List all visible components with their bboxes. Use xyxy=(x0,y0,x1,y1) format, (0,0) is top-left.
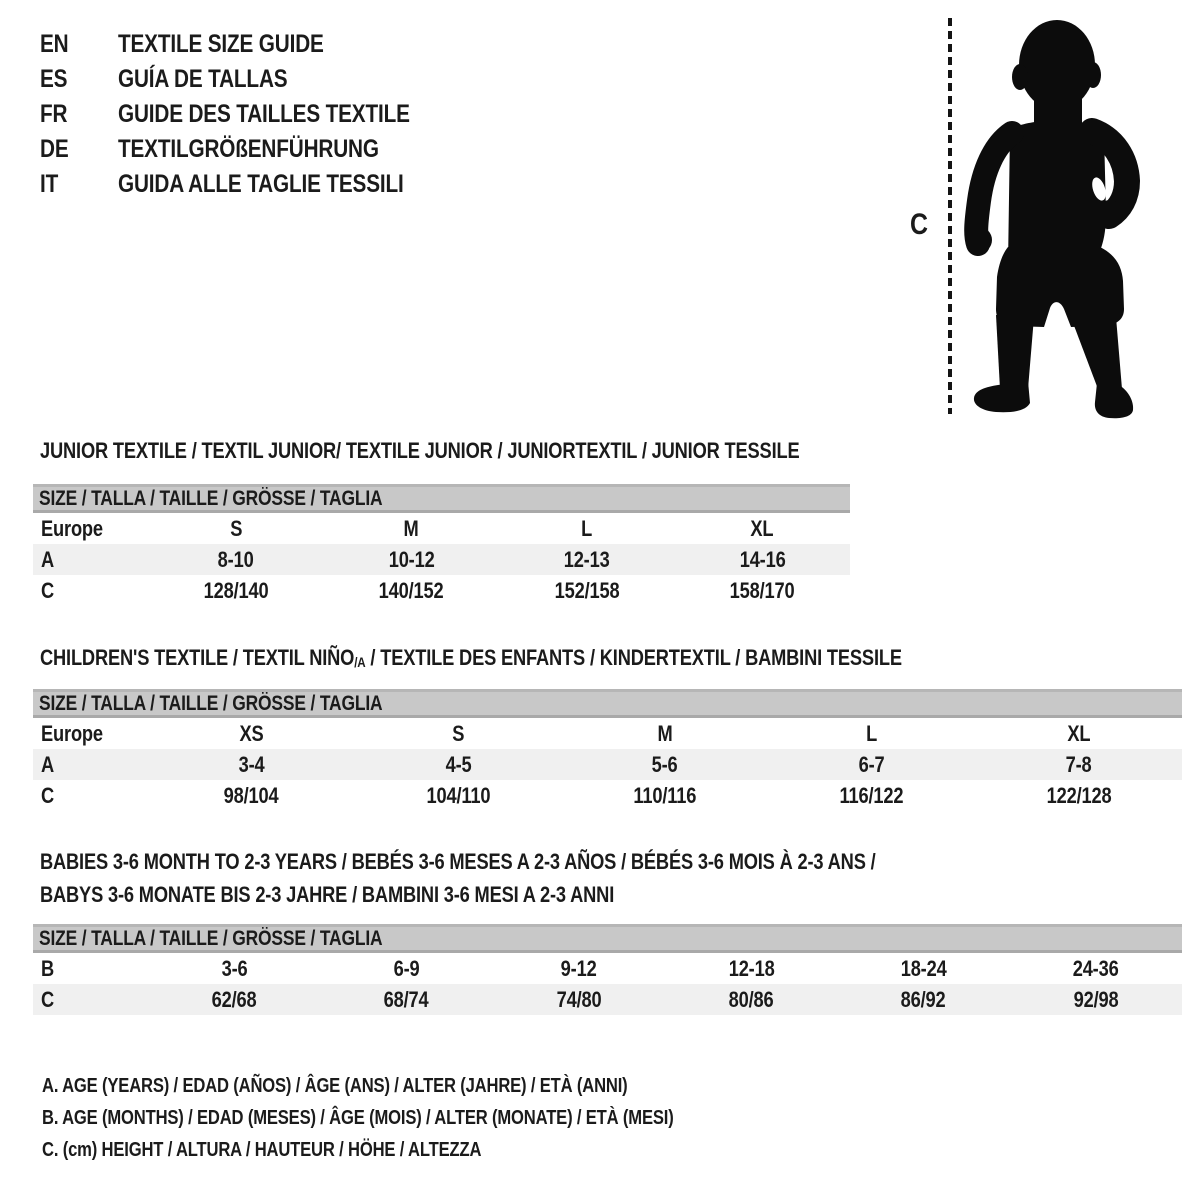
table-row xyxy=(33,953,1182,984)
table-cell: M xyxy=(403,515,419,541)
table-cell: 122/128 xyxy=(1046,782,1112,808)
table-cell: 12-13 xyxy=(563,546,610,572)
legend-line-b: B. AGE (MONTHS) / EDAD (MESES) / ÂGE (MOIS) / ALTER (MONATE) / ETÀ (MESI) xyxy=(42,1106,674,1129)
language-code: ES xyxy=(40,65,68,93)
toddler-silhouette-icon xyxy=(952,13,1142,423)
language-row-en xyxy=(40,27,470,62)
table-row xyxy=(33,513,850,544)
size-header-band: SIZE / TALLA / TAILLE / GRÖSSE / TAGLIA xyxy=(33,484,850,513)
language-row-es xyxy=(40,62,470,97)
row-label-cell: A xyxy=(41,546,55,572)
childrens-size-table xyxy=(33,689,1182,811)
table-cell: S xyxy=(229,515,242,541)
babies-title-line2: BABYS 3-6 MONATE BIS 2-3 JAHRE / BAMBINI 3-6 MESI A 2-3 ANNI xyxy=(40,882,615,907)
language-row-fr xyxy=(40,97,470,132)
table-cell: 18-24 xyxy=(900,955,947,981)
measurement-legend xyxy=(42,1070,803,1166)
table-cell: 12-18 xyxy=(728,955,775,981)
table-cell: 92/98 xyxy=(1073,986,1119,1012)
table-cell: XS xyxy=(239,720,264,746)
table-cell: 62/68 xyxy=(211,986,257,1012)
table-cell: XL xyxy=(750,515,774,541)
language-code: FR xyxy=(40,100,68,128)
language-title: GUÍA DE TALLAS xyxy=(118,65,288,93)
language-row-it xyxy=(40,167,470,202)
table-cell: 6-9 xyxy=(393,955,420,981)
table-cell: 7-8 xyxy=(1065,751,1092,777)
row-label-cell: A xyxy=(41,751,55,777)
table-cell: 98/104 xyxy=(223,782,279,808)
table-cell: 3-4 xyxy=(238,751,265,777)
table-cell: L xyxy=(866,720,878,746)
table-cell: 104/110 xyxy=(426,782,491,808)
language-row-de xyxy=(40,132,470,167)
table-row xyxy=(33,575,850,606)
childrens-section-title: CHILDREN'S TEXTILE / TEXTIL NIÑO/A / TEXTILE DES ENFANTS / KINDERTEXTIL / BAMBINI TESSILE xyxy=(40,645,902,670)
language-code: EN xyxy=(40,30,69,58)
table-cell: 110/116 xyxy=(633,782,697,808)
table-row xyxy=(33,544,850,575)
row-label-cell: B xyxy=(41,955,55,981)
language-code: IT xyxy=(40,170,59,198)
babies-size-table xyxy=(33,924,1182,1015)
babies-section-title xyxy=(40,849,1047,915)
table-cell: 158/170 xyxy=(729,577,795,603)
table-cell: 80/86 xyxy=(728,986,774,1012)
nino-a-subscript: /A xyxy=(354,654,366,670)
legend-line-c: C. (cm) HEIGHT / ALTURA / HAUTEUR / HÖHE / ALTEZZA xyxy=(42,1138,482,1161)
table-cell: 140/152 xyxy=(378,577,444,603)
row-label-cell: C xyxy=(41,577,55,603)
language-title: GUIDE DES TAILLES TEXTILE xyxy=(118,100,410,128)
table-cell: L xyxy=(581,515,593,541)
table-cell: 3-6 xyxy=(221,955,248,981)
table-row xyxy=(33,718,1182,749)
junior-section-title: JUNIOR TEXTILE / TEXTIL JUNIOR/ TEXTILE JUNIOR / JUNIORTEXTIL / JUNIOR TESSILE xyxy=(40,438,800,463)
table-cell: S xyxy=(452,720,465,746)
table-cell: 24-36 xyxy=(1072,955,1119,981)
language-title: GUIDA ALLE TAGLIE TESSILI xyxy=(118,170,404,198)
table-cell: XL xyxy=(1067,720,1091,746)
size-header-band: SIZE / TALLA / TAILLE / GRÖSSE / TAGLIA xyxy=(33,689,1182,718)
language-title: TEXTILGRÖßENFÜHRUNG xyxy=(118,135,379,163)
table-cell: 74/80 xyxy=(556,986,602,1012)
table-cell: 9-12 xyxy=(560,955,597,981)
row-label-cell: Europe xyxy=(41,720,103,746)
size-header-band: SIZE / TALLA / TAILLE / GRÖSSE / TAGLIA xyxy=(33,924,1182,953)
table-cell: 152/158 xyxy=(554,577,620,603)
figure-height-label: C xyxy=(910,208,928,241)
table-row xyxy=(33,749,1182,780)
table-row xyxy=(33,984,1182,1015)
table-cell: 5-6 xyxy=(652,751,678,777)
row-label-cell: C xyxy=(41,986,55,1012)
row-label-cell: Europe xyxy=(41,515,103,541)
table-cell: 8-10 xyxy=(217,546,254,572)
row-label-cell: C xyxy=(41,782,55,808)
language-list xyxy=(40,27,470,202)
table-cell: 10-12 xyxy=(388,546,435,572)
table-cell: 128/140 xyxy=(203,577,269,603)
table-cell: M xyxy=(657,720,673,746)
junior-size-table xyxy=(33,484,850,606)
babies-title-line1: BABIES 3-6 MONTH TO 2-3 YEARS / BEBÉS 3-6 MESES A 2-3 AÑOS / BÉBÉS 3-6 MOIS À 2-3 ANS / xyxy=(40,849,876,874)
table-cell: 6-7 xyxy=(858,751,885,777)
language-code: DE xyxy=(40,135,69,163)
table-cell: 68/74 xyxy=(384,986,429,1012)
legend-line-a: A. AGE (YEARS) / EDAD (AÑOS) / ÂGE (ANS) / ALTER (JAHRE) / ETÀ (ANNI) xyxy=(42,1074,628,1097)
table-cell: 116/122 xyxy=(839,782,904,808)
language-title: TEXTILE SIZE GUIDE xyxy=(118,30,324,58)
table-cell: 86/92 xyxy=(901,986,946,1012)
table-cell: 14-16 xyxy=(739,546,786,572)
table-cell: 4-5 xyxy=(445,751,472,777)
table-row xyxy=(33,780,1182,811)
